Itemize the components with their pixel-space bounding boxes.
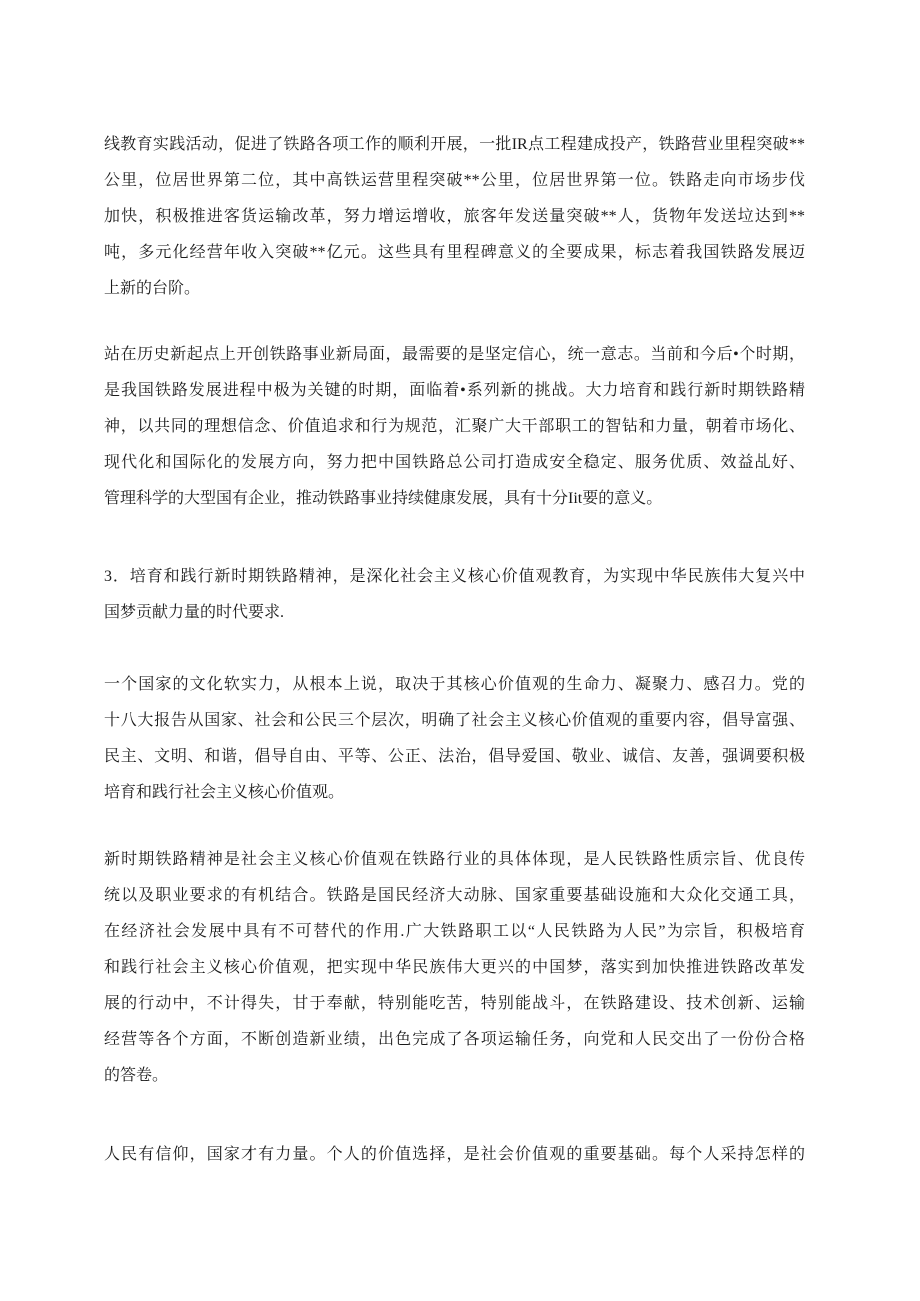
paragraph-5-line-4: 和践行社会主义核心价值观，把实现中华民族伟大更兴的中国梦，落实到加快推进铁路改革发 bbox=[104, 959, 805, 976]
paragraph-railway-spirit bbox=[104, 842, 805, 1094]
paragraph-1-line-5: 上新的台阶。 bbox=[104, 280, 201, 297]
paragraph-5-line-6: 经营等各个方面，不断创造新业绩，出色完成了各项运输任务，向党和人民交出了一份份合格 bbox=[104, 1031, 805, 1048]
paragraph-5-line-7: 的答卷。 bbox=[104, 1067, 169, 1084]
paragraph-1-line-1: 线教育实践活动，促进了铁路各项工作的顺利开展，一批IR点工程建成投产，铁路营业里程突破** bbox=[104, 136, 805, 153]
section-heading-3 bbox=[104, 559, 805, 631]
paragraph-2-line-4: 现代化和国际化的发展方向，努力把中国铁路总公司打造成安全稳定、服务优质、效益乩好、 bbox=[104, 454, 805, 471]
paragraph-1-line-2: 公里，位居世界第二位，其中高铁运营里程突破**公里，位居世界第一位。铁路走向市场步伐 bbox=[104, 172, 805, 189]
paragraph-4-line-1: 一个国家的文化软实力，从根本上说，取决于其核心价值观的生命力、凝聚力、感召力。党的 bbox=[104, 676, 805, 693]
paragraph-6-line-1: 人民有信仰，国家才有力量。个人的价值选择，是社会价值观的重要基础。每个人采持怎样的 bbox=[104, 1146, 805, 1163]
paragraph-people-belief bbox=[104, 1137, 805, 1173]
paragraph-3-line-2: 国梦贡献力量的时代要求. bbox=[104, 604, 285, 621]
paragraph-new-starting-point bbox=[104, 337, 805, 517]
paragraph-4-line-2: 十八大报告从国家、社会和公民三个层次，明确了社会主义核心价值观的重要内容，倡导富强、 bbox=[104, 712, 805, 729]
paragraph-4-line-4: 培育和践行社会主义核心价值观。 bbox=[104, 784, 345, 801]
paragraph-5-line-1: 新时期铁路精神是社会主义核心价值观在铁路行业的具体体现，是人民铁路性质宗旨、优良传 bbox=[104, 851, 805, 868]
paragraph-2-line-2: 是我国铁路发展进程中极为关键的时期，面临着•系列新的挑战。大力培育和践行新时期铁路精 bbox=[104, 382, 805, 399]
paragraph-5-line-3: 在经济社会发展中具有不可替代的作用.广大铁路职工以“人民铁路为人民”为宗旨，积极培育 bbox=[104, 923, 805, 940]
paragraph-core-values bbox=[104, 667, 805, 811]
paragraph-1-line-3: 加快，积极推进客货运输改革，努力增运增收，旅客年发送量突破**人，货物年发送垃达到** bbox=[104, 208, 805, 225]
paragraph-1-line-4: 吨，多元化经营年收入突破**亿元。这些具有里程碑意义的全要成果，标志着我国铁路发展迈 bbox=[104, 244, 805, 261]
paragraph-4-line-3: 民主、文明、和谐，倡导自由、平等、公正、法治，倡导爱国、敬业、诚信、友善，强调要积极 bbox=[104, 748, 805, 765]
paragraph-5-line-2: 统以及职业要求的有机结合。铁路是国民经济大动脉、国家重要基础设施和大众化交通工具， bbox=[104, 887, 805, 904]
paragraph-5-line-5: 展的行动中，不计得失，甘于奉献，特别能吃苦，特别能战斗，在铁路建设、技术创新、运输 bbox=[104, 995, 805, 1012]
paragraph-railway-achievements bbox=[104, 127, 805, 307]
paragraph-3-line-1: 3．培育和践行新时期铁路精神，是深化社会主义核心价值观教育，为实现中华民族伟大复兴中 bbox=[104, 568, 805, 585]
paragraph-2-line-1: 站在历史新起点上开创铁路事业新局面，最需要的是坚定信心，统一意志。当前和今后•个时期， bbox=[104, 346, 805, 363]
paragraph-2-line-5: 管理科学的大型国有企业，推动铁路事业持续健康发展，具有十分Iit要的意义。 bbox=[104, 490, 663, 507]
paragraph-2-line-3: 神，以共同的理想信念、价值追求和行为规范，汇聚广大干部职工的智钻和力量，朝着市场化、 bbox=[104, 418, 805, 435]
